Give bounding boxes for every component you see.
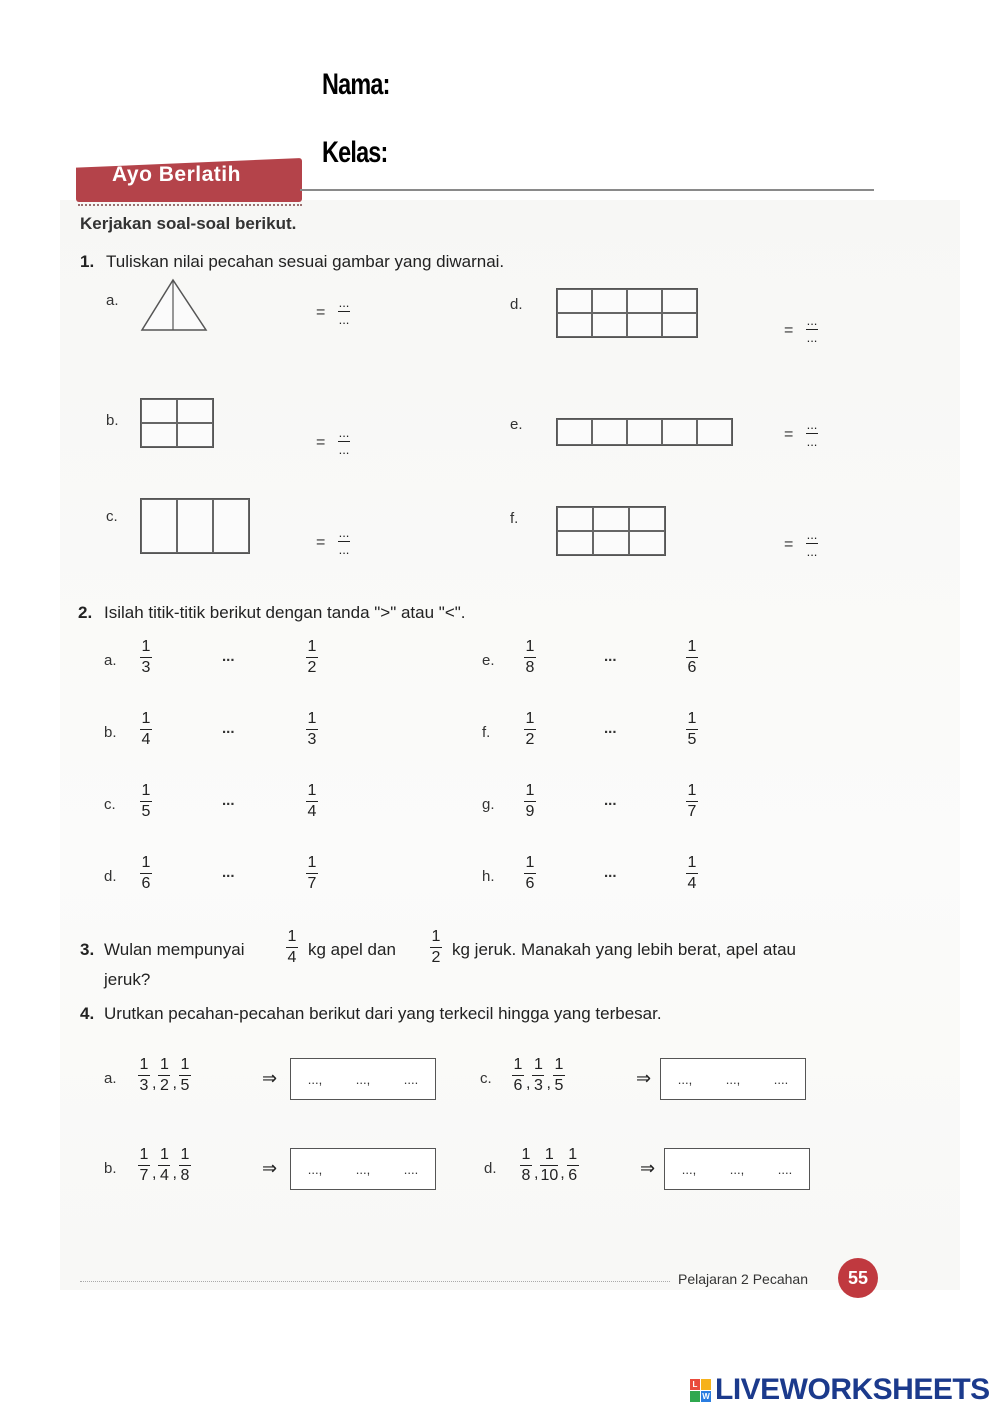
fraction-numerator: 1 [431, 928, 441, 945]
question-4-item-letter: b. [104, 1160, 117, 1177]
question-2-item-letter: c. [104, 796, 116, 813]
question-2-item-letter: g. [482, 796, 495, 813]
fraction-denominator: 2 [307, 659, 317, 676]
arrow-icon: ⇒ [640, 1158, 656, 1178]
fraction-numerator: 1 [568, 1146, 578, 1163]
answer-slot[interactable]: ..., [729, 1161, 745, 1177]
grid-cell [629, 531, 665, 555]
fraction-bar [512, 1075, 524, 1076]
fraction-denominator: 10 [540, 1167, 559, 1184]
fraction-denominator: 6 [141, 875, 151, 892]
fraction-list [512, 1056, 565, 1095]
comparison-answer-blank[interactable]: ... [604, 720, 617, 737]
fraction-denominator: 8 [525, 659, 535, 676]
name-label: Nama: [322, 68, 390, 101]
grid-cell [213, 499, 249, 553]
ordering-answer-box[interactable] [664, 1148, 810, 1190]
answer-denominator-blank[interactable]: ... [338, 442, 350, 457]
instruction-text: Kerjakan soal-soal berikut. [80, 214, 297, 233]
question-1-number: 1. [80, 252, 95, 271]
arrow-icon: ⇒ [262, 1068, 278, 1088]
liveworksheets-icon [690, 1379, 711, 1402]
arrow-icon: ⇒ [636, 1068, 652, 1088]
question-4-number: 4. [80, 1004, 95, 1023]
question-4-item-letter: a. [104, 1070, 117, 1087]
comma-separator: , [172, 1165, 177, 1182]
fraction-denominator: 4 [287, 949, 297, 966]
equals-sign: = [316, 434, 326, 451]
grid-cell [697, 419, 732, 445]
triangle-outline [142, 280, 206, 330]
grid-cell [141, 399, 177, 423]
list-fraction [567, 1146, 579, 1185]
comparison-answer-blank[interactable]: ... [604, 648, 617, 665]
comparison-answer-blank[interactable]: ... [604, 864, 617, 881]
grid-cell [557, 289, 592, 313]
list-fraction [532, 1056, 544, 1095]
fraction-bar [430, 947, 442, 948]
equals-sign: = [316, 304, 326, 321]
equals-sign: = [784, 322, 794, 339]
logo-letter: W [702, 1391, 710, 1401]
grid-cell [662, 419, 697, 445]
answer-slot[interactable]: .... [403, 1071, 419, 1087]
equals-sign: = [316, 534, 326, 551]
fraction-numerator: 1 [180, 1146, 190, 1163]
comparison-right-fraction [686, 638, 698, 677]
question-3-number: 3. [80, 940, 95, 959]
answer-slot[interactable]: ..., [681, 1161, 697, 1177]
fraction-denominator: 6 [687, 659, 697, 676]
banner-divider [300, 189, 874, 191]
fraction-bar [140, 729, 152, 730]
comparison-right-fraction [306, 710, 318, 749]
fraction-bar [306, 801, 318, 802]
comparison-right-fraction [686, 782, 698, 821]
grid-cell [593, 531, 629, 555]
fraction-numerator: 1 [525, 854, 535, 871]
fraction-numerator: 1 [687, 854, 697, 871]
answer-denominator-blank[interactable]: ... [806, 330, 818, 345]
ordering-answer-box[interactable] [290, 1148, 436, 1190]
arrow-icon: ⇒ [262, 1158, 278, 1178]
fraction-numerator: 1 [141, 710, 151, 727]
list-fraction [520, 1146, 532, 1185]
question-3-text-d: jeruk? [104, 970, 151, 989]
comma-separator: , [152, 1075, 157, 1092]
answer-slot[interactable]: ..., [355, 1071, 371, 1087]
comparison-left-fraction [524, 782, 536, 821]
page-background [60, 200, 960, 1290]
comparison-answer-blank[interactable]: ... [222, 720, 235, 737]
fraction-denominator: 7 [139, 1167, 149, 1184]
fraction-numerator: 1 [139, 1146, 149, 1163]
fraction-bar [686, 657, 698, 658]
fraction-denominator: 4 [307, 803, 317, 820]
class-label: Kelas: [322, 136, 388, 169]
question-2-item-letter: a. [104, 652, 117, 669]
fraction-bar [138, 1075, 150, 1076]
fraction-list [520, 1146, 579, 1185]
question-2-text: Isilah titik-titik berikut dengan tanda ">" atau "<". [104, 603, 466, 622]
fraction-denominator: 5 [141, 803, 151, 820]
comparison-left-fraction [524, 854, 536, 893]
grid-cell [177, 499, 213, 553]
logo-tile [701, 1379, 711, 1390]
fraction-numerator: 1 [521, 1146, 531, 1163]
fraction-bar [140, 873, 152, 874]
fraction-numerator: 1 [139, 1056, 149, 1073]
grid-cell [592, 289, 627, 313]
list-fraction [553, 1056, 565, 1095]
comparison-left-fraction [524, 638, 536, 677]
grid-shape [556, 506, 666, 556]
grid-cell [141, 499, 177, 553]
fraction-denominator: 5 [687, 731, 697, 748]
answer-numerator-blank[interactable]: ... [338, 525, 350, 540]
comparison-left-fraction [140, 638, 152, 677]
list-fraction [179, 1056, 191, 1095]
fraction-denominator: 6 [513, 1077, 523, 1094]
fraction-bar [286, 947, 298, 948]
fraction-denominator: 3 [534, 1077, 543, 1094]
comparison-answer-blank[interactable]: ... [604, 792, 617, 809]
answer-slot[interactable]: ..., [725, 1071, 741, 1087]
answer-denominator-blank[interactable]: ... [806, 434, 818, 449]
answer-slot[interactable]: ..., [677, 1071, 693, 1087]
section-banner-title: Ayo Berlatih [112, 163, 241, 186]
question-1-text: Tuliskan nilai pecahan sesuai gambar yang diwarnai. [106, 252, 505, 271]
fraction-numerator: 1 [687, 638, 697, 655]
fraction-denominator: 4 [687, 875, 697, 892]
fraction-numerator: 1 [513, 1056, 523, 1073]
fraction-bar [179, 1075, 191, 1076]
fraction-numerator: 1 [160, 1056, 169, 1073]
comparison-right-fraction [686, 854, 698, 893]
comparison-answer-blank[interactable]: ... [222, 792, 235, 809]
fraction-bar [532, 1075, 544, 1076]
comma-separator: , [546, 1075, 551, 1092]
question-1-item-letter: e. [510, 416, 523, 433]
fraction-numerator: 1 [141, 854, 151, 871]
fraction-denominator: 9 [525, 803, 535, 820]
answer-fraction-blank[interactable] [338, 526, 350, 557]
answer-slot[interactable]: ..., [355, 1161, 371, 1177]
list-fraction [138, 1056, 150, 1095]
banner-underline [78, 204, 302, 206]
fraction-numerator: 1 [307, 710, 317, 727]
grid-cell [629, 507, 665, 531]
grid-cell [592, 313, 627, 337]
grid-cell [662, 289, 697, 313]
question-2-item-letter: e. [482, 652, 495, 669]
fraction-bar [140, 657, 152, 658]
comma-separator: , [560, 1165, 565, 1182]
fraction-denominator: 7 [307, 875, 317, 892]
list-fraction [158, 1146, 170, 1185]
grid-shape [140, 498, 250, 554]
fraction-denominator: 3 [307, 731, 317, 748]
fraction-denominator: 3 [139, 1077, 149, 1094]
fraction-numerator: 1 [544, 1146, 554, 1163]
fraction-numerator: 1 [534, 1056, 543, 1073]
ordering-answer-box[interactable] [290, 1058, 436, 1100]
answer-numerator-blank[interactable]: ... [806, 313, 818, 328]
fraction-bar [567, 1165, 579, 1166]
question-2-number: 2. [78, 603, 93, 622]
equals-sign: = [784, 536, 794, 553]
ordering-answer-box[interactable] [660, 1058, 806, 1100]
fraction-bar [306, 657, 318, 658]
comparison-right-fraction [686, 710, 698, 749]
grid-cell [557, 531, 593, 555]
comparison-right-fraction [306, 638, 318, 677]
fraction-numerator: 1 [141, 638, 151, 655]
fraction-bar [140, 801, 152, 802]
fraction-denominator: 7 [687, 803, 697, 820]
question-3-fraction-orange [430, 928, 442, 967]
comparison-left-fraction [140, 854, 152, 893]
question-2-item-letter: d. [104, 868, 117, 885]
fraction-denominator: 8 [180, 1167, 190, 1184]
answer-denominator-blank[interactable]: ... [338, 542, 350, 557]
list-fraction [179, 1146, 191, 1185]
answer-numerator-blank[interactable]: ... [806, 417, 818, 432]
fraction-denominator: 6 [568, 1167, 578, 1184]
fraction-bar [553, 1075, 565, 1076]
question-1-item-letter: b. [106, 412, 119, 429]
fraction-denominator: 8 [521, 1167, 531, 1184]
question-4-item-letter: c. [480, 1070, 492, 1087]
question-1-item-letter: d. [510, 296, 523, 313]
comparison-right-fraction [306, 782, 318, 821]
answer-fraction-blank[interactable] [806, 528, 818, 559]
comparison-right-fraction [306, 854, 318, 893]
liveworksheets-logo [690, 1373, 990, 1407]
answer-slot[interactable]: ..., [307, 1071, 323, 1087]
fraction-bar [179, 1165, 191, 1166]
list-fraction [512, 1056, 524, 1095]
fraction-denominator: 6 [525, 875, 535, 892]
fraction-numerator: 1 [687, 710, 697, 727]
page-number-badge: 55 [838, 1258, 878, 1298]
equals-sign: = [784, 426, 794, 443]
fraction-denominator: 2 [431, 949, 441, 966]
grid-cell [141, 423, 177, 447]
fraction-numerator: 1 [307, 854, 317, 871]
grid-cell [627, 289, 662, 313]
fraction-denominator: 5 [554, 1077, 564, 1094]
fraction-numerator: 1 [687, 782, 697, 799]
logo-tile [690, 1391, 700, 1402]
fraction-numerator: 1 [180, 1056, 190, 1073]
fraction-bar [158, 1165, 170, 1166]
comparison-left-fraction [140, 710, 152, 749]
grid-cell [557, 419, 592, 445]
fraction-bar [306, 873, 318, 874]
fraction-list [138, 1056, 191, 1095]
answer-numerator-blank[interactable]: ... [806, 527, 818, 542]
question-2-item-letter: h. [482, 868, 495, 885]
grid-cell [177, 423, 213, 447]
fraction-numerator: 1 [141, 782, 151, 799]
comparison-answer-blank[interactable]: ... [222, 864, 235, 881]
comparison-answer-blank[interactable]: ... [222, 648, 235, 665]
comma-separator: , [172, 1075, 177, 1092]
fraction-bar [520, 1165, 532, 1166]
liveworksheets-wordmark: LIVEWORKSHEETS [715, 1373, 990, 1406]
fraction-bar [306, 729, 318, 730]
fraction-denominator: 4 [160, 1167, 169, 1184]
answer-denominator-blank[interactable]: ... [338, 312, 350, 327]
answer-fraction-blank[interactable] [338, 426, 350, 457]
answer-slot[interactable]: .... [403, 1161, 419, 1177]
fraction-denominator: 3 [141, 659, 151, 676]
fraction-numerator: 1 [287, 928, 297, 945]
fraction-bar [540, 1165, 558, 1166]
fraction-bar [138, 1165, 150, 1166]
comma-separator: , [534, 1165, 539, 1182]
fraction-bar [686, 873, 698, 874]
answer-slot[interactable]: .... [777, 1161, 793, 1177]
comma-separator: , [152, 1165, 157, 1182]
footer-chapter-title: Pelajaran 2 Pecahan [678, 1271, 808, 1287]
fraction-bar [686, 801, 698, 802]
fraction-numerator: 1 [525, 638, 535, 655]
question-3-text-a: Wulan mempunyai [104, 940, 245, 959]
grid-shape [556, 418, 733, 446]
grid-cell [662, 313, 697, 337]
grid-shape [140, 398, 214, 448]
grid-cell [557, 507, 593, 531]
list-fraction [158, 1056, 170, 1095]
comma-separator: , [526, 1075, 531, 1092]
question-2-item-letter: b. [104, 724, 117, 741]
answer-numerator-blank[interactable]: ... [338, 295, 350, 310]
fraction-bar [686, 729, 698, 730]
question-3-text-b: kg apel dan [308, 940, 396, 959]
fraction-numerator: 1 [307, 782, 317, 799]
question-1-item-letter: f. [510, 510, 519, 527]
triangle-shape [140, 278, 208, 332]
fraction-numerator: 1 [307, 638, 317, 655]
fraction-denominator: 4 [141, 731, 151, 748]
fraction-denominator: 2 [160, 1077, 169, 1094]
answer-slot[interactable]: ..., [307, 1161, 323, 1177]
footer-divider [80, 1281, 670, 1282]
fraction-bar [524, 801, 536, 802]
fraction-bar [524, 873, 536, 874]
fraction-bar [524, 657, 536, 658]
answer-numerator-blank[interactable]: ... [338, 425, 350, 440]
grid-cell [627, 419, 662, 445]
question-2-item-letter: f. [482, 724, 491, 741]
fraction-bar [158, 1075, 170, 1076]
question-4-item-letter: d. [484, 1160, 497, 1177]
grid-shape [556, 288, 698, 338]
fraction-denominator: 2 [525, 731, 535, 748]
question-3-fraction-apple [286, 928, 298, 967]
answer-slot[interactable]: .... [773, 1071, 789, 1087]
grid-cell [177, 399, 213, 423]
logo-letter: L [690, 1379, 700, 1390]
fraction-numerator: 1 [525, 710, 535, 727]
question-3-text-c: kg jeruk. Manakah yang lebih berat, apel atau [452, 940, 797, 959]
answer-denominator-blank[interactable]: ... [806, 544, 818, 559]
question-4-text: Urutkan pecahan-pecahan berikut dari yang terkecil hingga yang terbesar. [104, 1004, 662, 1023]
comparison-left-fraction [140, 782, 152, 821]
fraction-numerator: 1 [554, 1056, 564, 1073]
question-1-item-letter: a. [106, 292, 119, 309]
answer-fraction-blank[interactable] [806, 314, 818, 345]
question-1-item-letter: c. [106, 508, 118, 525]
list-fraction [138, 1146, 150, 1185]
comparison-left-fraction [524, 710, 536, 749]
answer-fraction-blank[interactable] [806, 418, 818, 449]
fraction-numerator: 1 [525, 782, 535, 799]
grid-cell [557, 313, 592, 337]
fraction-denominator: 5 [180, 1077, 190, 1094]
fraction-numerator: 1 [160, 1146, 169, 1163]
fraction-list [138, 1146, 191, 1185]
grid-cell [627, 313, 662, 337]
grid-cell [593, 507, 629, 531]
grid-cell [592, 419, 627, 445]
answer-fraction-blank[interactable] [338, 296, 350, 327]
list-fraction [540, 1146, 558, 1185]
fraction-bar [524, 729, 536, 730]
